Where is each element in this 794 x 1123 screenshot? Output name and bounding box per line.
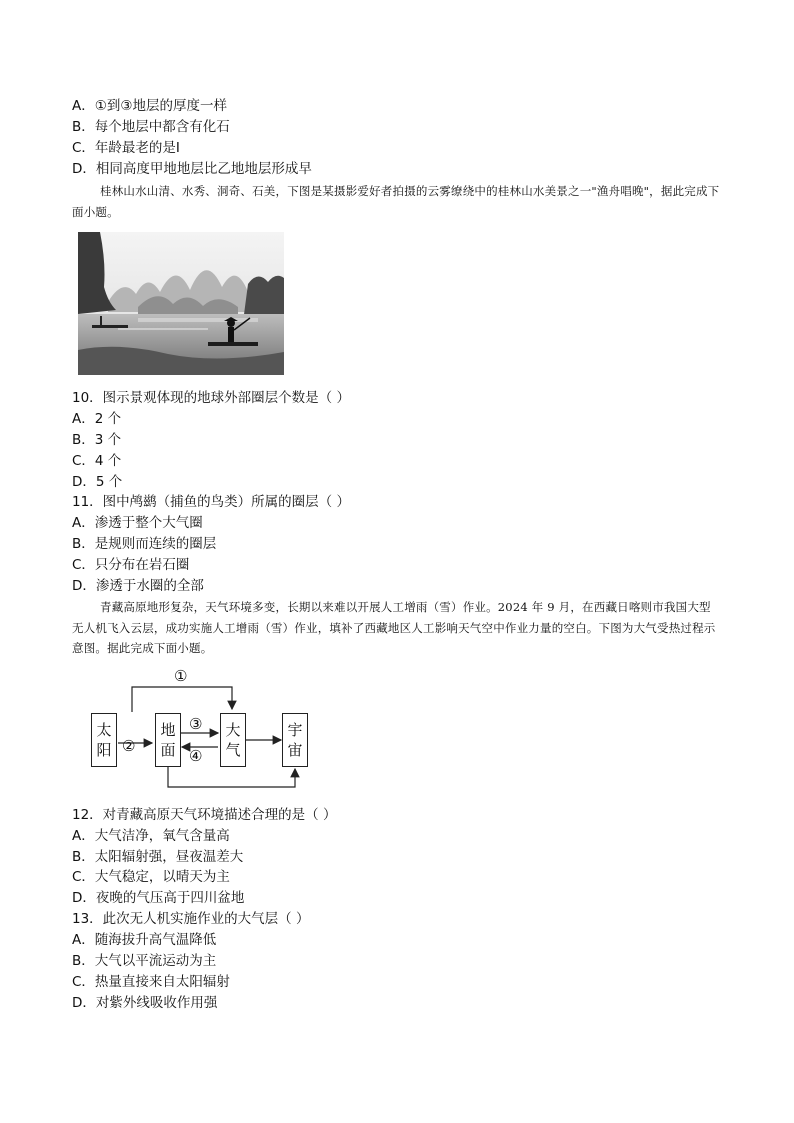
sun-box bbox=[91, 713, 117, 767]
q13-option-c: C．热量直接来自太阳辐射 bbox=[72, 974, 230, 990]
q12-option-b: B．太阳辐射强，昼夜温差大 bbox=[72, 849, 244, 865]
q10-option-b: B．3 个 bbox=[72, 432, 122, 448]
q11-option-c: C．只分布在岩石圈 bbox=[72, 557, 190, 573]
q9-option-c: C．年龄最老的是Ⅰ bbox=[72, 140, 180, 156]
ground-box bbox=[155, 713, 181, 767]
q9-option-b: B．每个地层中都含有化石 bbox=[72, 119, 230, 135]
sun-label-bottom: 阳 bbox=[96, 741, 112, 759]
q13-option-b: B．大气以平流运动为主 bbox=[72, 953, 217, 969]
q12-stem: 12．对青藏高原天气环境描述合理的是（ ） bbox=[72, 807, 337, 823]
q12-option-c: C．大气稳定，以晴天为主 bbox=[72, 869, 230, 885]
ground-label-top: 地 bbox=[160, 721, 176, 739]
q11-stem: 11．图中鸬鹚（捕鱼的鸟类）所属的圈层（ ） bbox=[72, 494, 350, 510]
atmosphere-heating-diagram bbox=[86, 665, 316, 800]
q13-option-d: D．对紫外线吸收作用强 bbox=[72, 995, 218, 1011]
atmosphere-label-bottom: 气 bbox=[225, 741, 241, 759]
tibet-intro: 青藏高原地形复杂，天气环境多变，长期以来难以开展人工增雨（雪）作业。2024 年 9 月，在西藏日喀则市我国大型无人机飞入云层，成功实施人工增雨（雪）作业，填补了西藏地区人工影响天气空中作业力量的空白。下图为大气受热过程示意图。据此完成下面小题。 bbox=[72, 600, 716, 655]
q10-stem: 10．图示景观体现的地球外部圈层个数是（ ） bbox=[72, 390, 350, 406]
q12-option-d: D．夜晚的气压高于四川盆地 bbox=[72, 890, 245, 906]
space-box bbox=[282, 713, 308, 767]
atmosphere-box bbox=[220, 713, 246, 767]
arrow-3-label: ③ bbox=[189, 715, 203, 733]
q9-option-a: A．①到③地层的厚度一样 bbox=[72, 98, 227, 114]
space-label-top: 宇 bbox=[287, 721, 303, 739]
q13-option-a: A．随海拔升高气温降低 bbox=[72, 932, 217, 948]
space-label-bottom: 宙 bbox=[287, 741, 303, 759]
q13-stem: 13．此次无人机实施作业的大气层（ ） bbox=[72, 911, 310, 927]
sun-label-top: 太 bbox=[96, 721, 112, 739]
guilin-landscape-photo bbox=[78, 232, 284, 375]
arrow-4-label: ④ bbox=[189, 747, 203, 765]
q10-option-a: A．2 个 bbox=[72, 411, 122, 427]
arrow-2-label: ② bbox=[122, 737, 136, 755]
ground-label-bottom: 面 bbox=[160, 741, 176, 759]
q9-option-d: D．相同高度甲地地层比乙地地层形成早 bbox=[72, 161, 312, 177]
guilin-intro: 桂林山水山清、水秀、洞奇、石美，下图是某摄影爱好者拍摄的云雾缭绕中的桂林山水美景之一"渔舟唱晚"，据此完成下面小题。 bbox=[72, 184, 720, 219]
q11-option-d: D．渗透于水圈的全部 bbox=[72, 578, 204, 594]
q11-option-a: A．渗透于整个大气圈 bbox=[72, 515, 203, 531]
atmosphere-label-top: 大 bbox=[225, 721, 241, 739]
q10-option-d: D．5 个 bbox=[72, 474, 123, 490]
arrow-1-label: ① bbox=[174, 667, 188, 685]
q11-option-b: B．是规则而连续的圈层 bbox=[72, 536, 217, 552]
q12-option-a: A．大气洁净，氧气含量高 bbox=[72, 828, 230, 844]
q10-option-c: C．4 个 bbox=[72, 453, 122, 469]
